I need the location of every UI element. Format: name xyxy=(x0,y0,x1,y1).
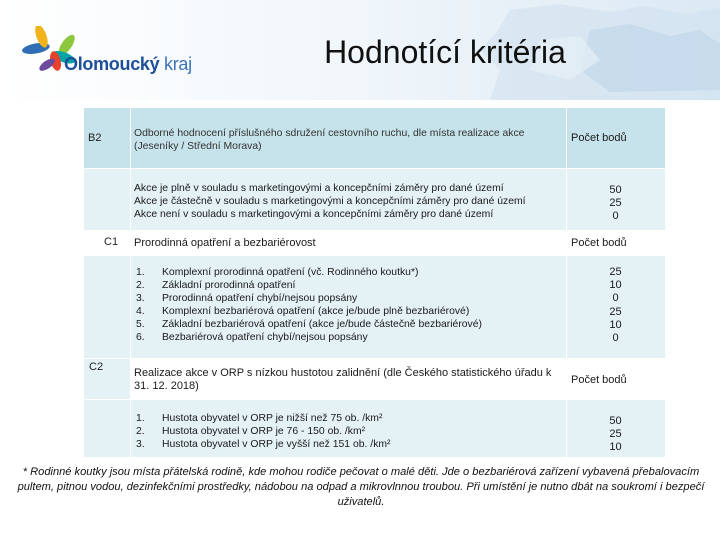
c1-items xyxy=(136,266,482,344)
b2-point: 50 xyxy=(609,184,622,196)
c2-points-label: Počet bodů xyxy=(571,374,627,386)
slide-header xyxy=(0,0,720,100)
c2-items xyxy=(136,412,391,451)
c1-point: 0 xyxy=(612,292,619,305)
logo-brand: Olomoucký xyxy=(64,54,160,74)
b2-point: 0 xyxy=(612,210,619,223)
b2-item: Akce je plně v souladu s marketingovými a koncepčními záměry pro dané území xyxy=(134,183,504,194)
b2-heading: Odborné hodnocení příslušného sdružení cestovního ruchu, dle místa realizace akce (Jeseníky / Střední Morava) xyxy=(134,128,525,152)
b2-point: 25 xyxy=(609,197,622,210)
logo-suffix: kraj xyxy=(164,54,192,74)
c1-item: 1. Komplexní prorodinná opatření (vč. Rodinného koutku*) xyxy=(136,267,419,278)
c2-item: 3. Hustota obyvatel v ORP je vyšší než 151 ob. /km² xyxy=(136,439,391,450)
c1-item: 4. Komplexní bezbariérová opatření (akce je/bude plně bezbariérové) xyxy=(136,306,470,317)
c1-heading: Prorodinná opatření a bezbariérovost xyxy=(134,237,316,249)
c2-code: C2 xyxy=(89,361,104,373)
c1-item: 6. Bezbariérová opatření chybí/nejsou popsány xyxy=(136,332,368,343)
b2-points-label: Počet bodů xyxy=(571,132,627,144)
b2-item: Akce není v souladu s marketingovými a koncepčními záměry pro dané území xyxy=(134,209,494,220)
c2-points xyxy=(566,415,665,455)
b2-points xyxy=(566,184,665,224)
page-title: Hodnotící kritéria xyxy=(324,34,566,70)
c2-heading: Realizace akce v ORP s nízkou hustotou zalidnění (dle Českého statistického úřadu k 31. 12. 2018) xyxy=(134,367,552,392)
c1-point: 25 xyxy=(609,266,622,278)
c1-point: 0 xyxy=(612,332,619,345)
c2-item: 1. Hustota obyvatel v ORP je nižší než 75 ob. /km² xyxy=(136,413,383,424)
footnote: * Rodinné koutky jsou místa přátelská rodině, kde mohou rodiče pečovat o malé děti. Jde o bezbariérová zařízení vybavená přebalovacím pultem, pitnou vodou, dezinfekčními prostředky, nádobou na odpad a mikrovlnnou troubou. Při umístění je nutno dbát na soukromí i bezpečí uživatelů. xyxy=(17,466,705,508)
c1-points xyxy=(566,266,665,345)
c2-item: 2. Hustota obyvatel v ORP je 76 - 150 ob. /km² xyxy=(136,426,366,437)
c2-point: 25 xyxy=(609,428,622,441)
c2-point: 10 xyxy=(609,441,622,454)
c2-point: 50 xyxy=(609,415,622,427)
c1-item: 5. Základní bezbariérová opatření (akce je/bude částečně bezbariérové) xyxy=(136,319,482,330)
b2-code: B2 xyxy=(88,132,102,144)
logo-text xyxy=(64,54,192,75)
c1-code: C1 xyxy=(104,236,119,248)
c1-point: 10 xyxy=(609,279,622,292)
c1-points-label: Počet bodů xyxy=(571,237,627,249)
b2-item: Akce je částečně v souladu s marketingovými a koncepčními záměry pro dané území xyxy=(134,196,526,207)
c1-point: 10 xyxy=(609,318,622,331)
b2-items xyxy=(134,182,564,221)
c1-item: 2. Základní prorodinná opatření xyxy=(136,280,296,291)
c1-point: 25 xyxy=(609,305,622,318)
c1-item: 3. Prorodinná opatření chybí/nejsou popsány xyxy=(136,293,358,304)
